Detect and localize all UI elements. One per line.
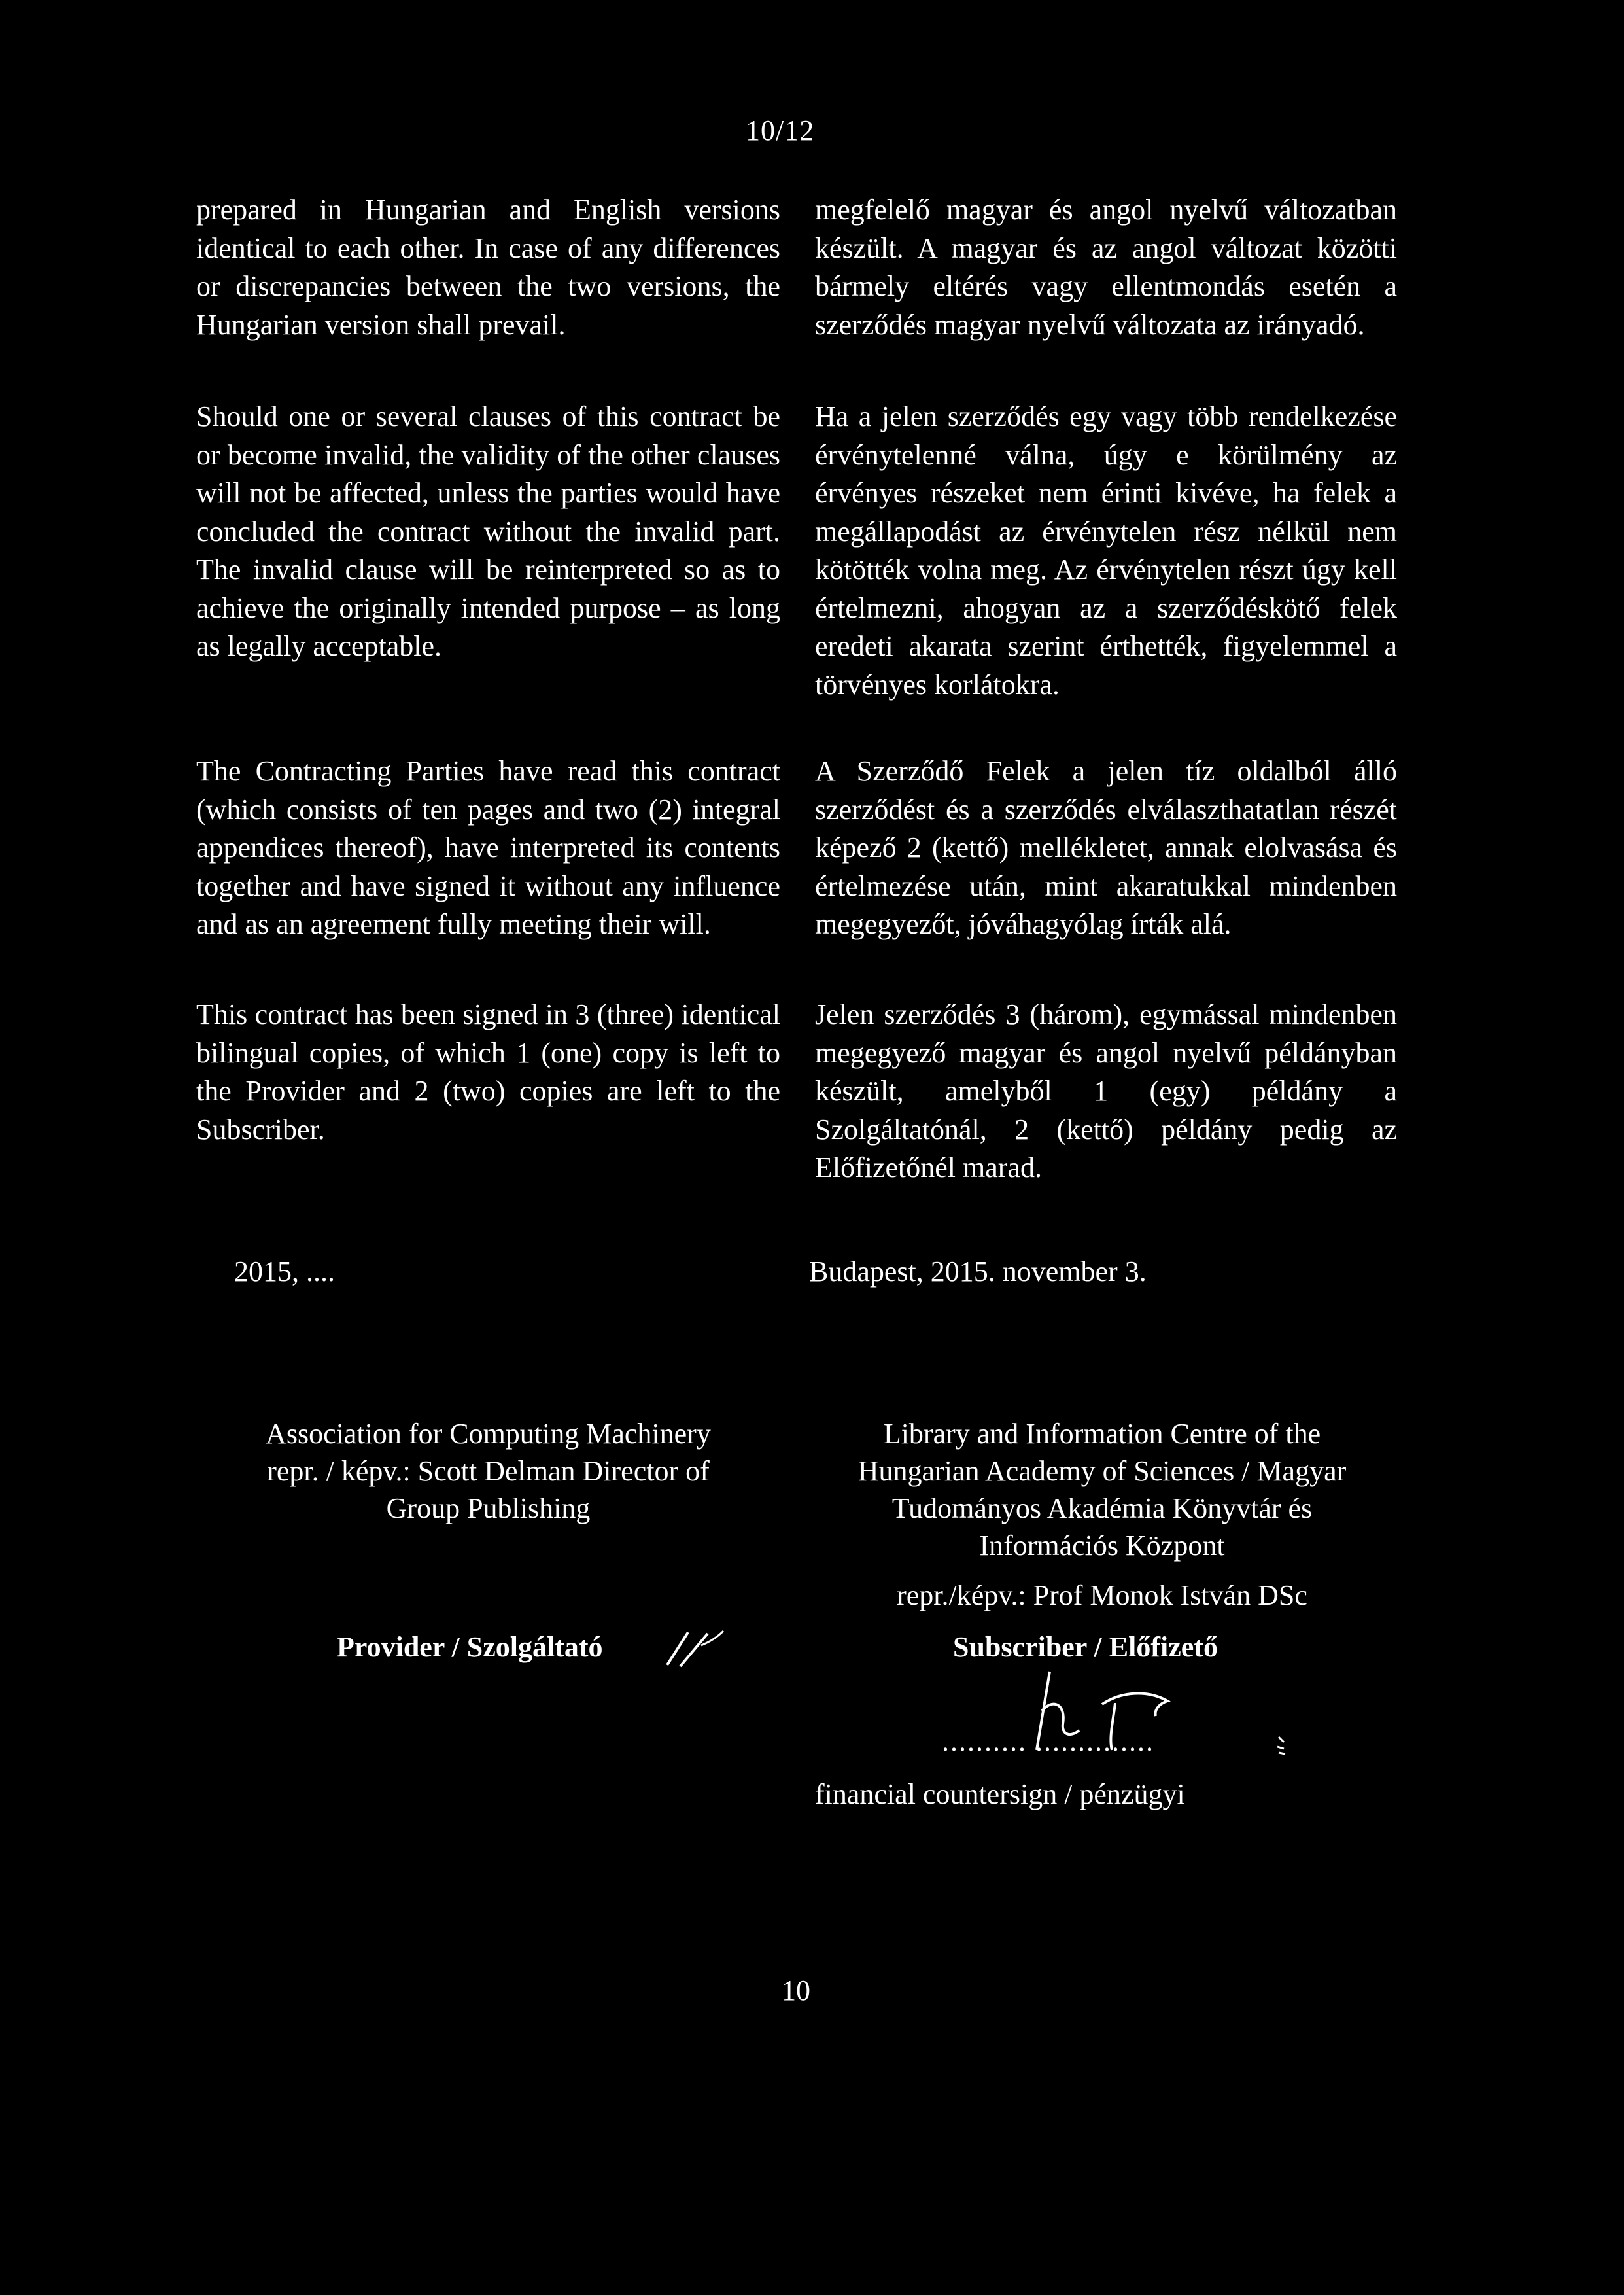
page-number: 10	[782, 1974, 810, 2006]
subscriber-organization-line3: Tudományos Akadémia Könyvtár és	[891, 1492, 1313, 1524]
subscriber-organization-line4: Információs Központ	[979, 1530, 1225, 1562]
date-left: 2015, ....	[234, 1255, 335, 1288]
subscriber-block	[798, 1415, 1406, 1564]
provider-block	[196, 1415, 780, 1527]
subscriber-signature-line: .......... ..............	[942, 1725, 1154, 1757]
subscriber-countersign-label: financial countersign / pénzügyi	[815, 1778, 1185, 1810]
provider-organization: Association for Computing Machinery	[266, 1418, 711, 1450]
subscriber-organization-line2: Hungarian Academy of Sciences / Magyar	[857, 1455, 1347, 1487]
paragraph-acknowledgement-hu: A Szerződő Felek a jelen tíz oldalból álló szerződést és a szerződés elválaszthatatlan részét képező 2 (kettő) mellékletet, annak elolvasása és értelmezése után, mint akaratukkal mindenben megegyezőt, jóváhagyólag írták alá.	[815, 755, 1397, 940]
paragraph-language-hu: megfelelő magyar és angol nyelvű változatban készült. A magyar és az angol változat közötti bármely eltérés vagy ellentmondás esetén a szerződés magyar nyelvű változata az irányadó.	[815, 194, 1397, 341]
provider-representative-title: Group Publishing	[386, 1492, 591, 1524]
paragraph-severability-en: Should one or several clauses of this contract be or become invalid, the validity of the other clauses will not be affected, unless the parties would have concluded the contract without the invalid part. The invalid clause will be reinterpreted so as to achieve the originally intended purpose – as long as legally acceptable.	[196, 400, 780, 662]
date-right: Budapest, 2015. november 3.	[809, 1255, 1147, 1288]
subscriber-representative: repr./képv.: Prof Monok István DSc	[897, 1579, 1307, 1611]
paragraph-acknowledgement-en: The Contracting Parties have read this contract (which consists of ten pages and two (2) integral appendices thereof), have interpreted its contents together and have signed it without any influence and as an agreement fully meeting their will.	[196, 755, 780, 940]
paragraph-severability-hu: Ha a jelen szerződés egy vagy több rendelkezése érvénytelenné válna, úgy e körülmény az érvényes részeket nem érinti kivéve, ha felek a megállapodást az érvénytelen rész nélkül nem kötötték volna meg. Az érvénytelen részt úgy kell értelmezni, ahogyan az a szerződéskötő felek eredeti akarata szerint érthették, figyelemmel a törvényes korlátokra.	[815, 400, 1397, 701]
paragraph-copies-en: This contract has been signed in 3 (three) identical bilingual copies, of which 1 (one) copy is left to the Provider and 2 (two) copies are left to the Subscriber.	[196, 998, 780, 1146]
provider-representative: repr. / képv.: Scott Delman Director of	[267, 1455, 710, 1487]
provider-label: Provider / Szolgáltató	[337, 1631, 603, 1663]
subscriber-label: Subscriber / Előfizető	[953, 1631, 1218, 1663]
page-counter: 10/12	[746, 114, 815, 147]
subscriber-organization-line1: Library and Information Centre of the	[883, 1418, 1321, 1450]
paragraph-language-en: prepared in Hungarian and English versions identical to each other. In case of any differences or discrepancies between the two versions, the Hungarian version shall prevail.	[196, 194, 780, 341]
paragraph-copies-hu: Jelen szerződés 3 (három), egymással mindenben megegyező magyar és angol nyelvű példányban készült, amelyből 1 (egy) példány a Szolgáltatónál, 2 (kettő) példány pedig az Előfizetőnél marad.	[815, 998, 1397, 1183]
provider-signature-icon	[662, 1626, 734, 1672]
